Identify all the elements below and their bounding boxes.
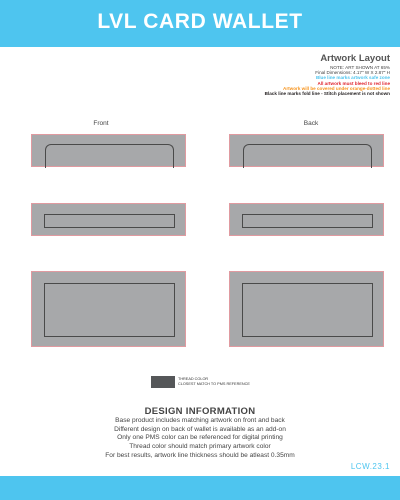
back-label: Back bbox=[303, 120, 319, 127]
design-info-line: For best results, artwork line thickness should be atleast 0.35mm bbox=[105, 451, 295, 459]
design-information-title: DESIGN INFORMATION bbox=[144, 406, 256, 417]
design-information-section bbox=[0, 406, 400, 461]
art-scale-note: NOTE: ART SHOWN AT 65% bbox=[330, 64, 390, 70]
pms-match-label: CLOSEST MATCH TO PMS REFERENCE bbox=[178, 381, 250, 386]
front-top-artwork-area bbox=[45, 144, 174, 168]
front-label: Front bbox=[93, 120, 109, 127]
design-info-line: Base product includes matching artwork on front and back bbox=[115, 417, 285, 424]
front-middle-artwork-area bbox=[44, 214, 175, 228]
artwork-layout-title: Artwork Layout bbox=[320, 53, 390, 64]
product-title: LVL CARD WALLET bbox=[97, 10, 303, 33]
thread-color-legend bbox=[178, 377, 250, 386]
back-middle-artwork-area bbox=[242, 214, 373, 228]
front-middle-panel bbox=[31, 203, 186, 236]
fold-line-note: Black line marks fold line - Stitch placement is not shown bbox=[264, 91, 390, 97]
front-bottom-panel bbox=[31, 271, 186, 347]
artwork-spec-block bbox=[265, 54, 390, 97]
safe-zone-note: Blue line marks artwork safe zone bbox=[315, 75, 390, 81]
model-code: LCW.23.1 bbox=[350, 462, 390, 471]
back-top-artwork-area bbox=[243, 144, 372, 168]
back-middle-panel bbox=[229, 203, 384, 236]
design-info-line: Thread color should match primary artwork color bbox=[129, 443, 271, 451]
bleed-note: All artwork must bleed to red line bbox=[317, 80, 390, 86]
front-bottom-artwork-area bbox=[44, 283, 175, 337]
front-top-panel bbox=[31, 134, 186, 167]
back-bottom-panel bbox=[229, 271, 384, 347]
footer-band bbox=[0, 476, 400, 500]
back-bottom-artwork-area bbox=[242, 283, 373, 337]
design-info-line: Only one PMS color can be referenced for digital printing bbox=[117, 434, 283, 442]
design-info-line: Different design on back of wallet is available as an add-on bbox=[114, 425, 286, 433]
back-top-panel bbox=[229, 134, 384, 167]
cover-note: Artwork will be covered under orange-dotted line bbox=[283, 86, 390, 92]
thread-color-swatch bbox=[151, 376, 175, 388]
thread-color-label: THREAD COLOR bbox=[178, 377, 209, 381]
final-dimensions: Final Dimensions: 4.17" W X 2.87" H bbox=[315, 70, 390, 76]
